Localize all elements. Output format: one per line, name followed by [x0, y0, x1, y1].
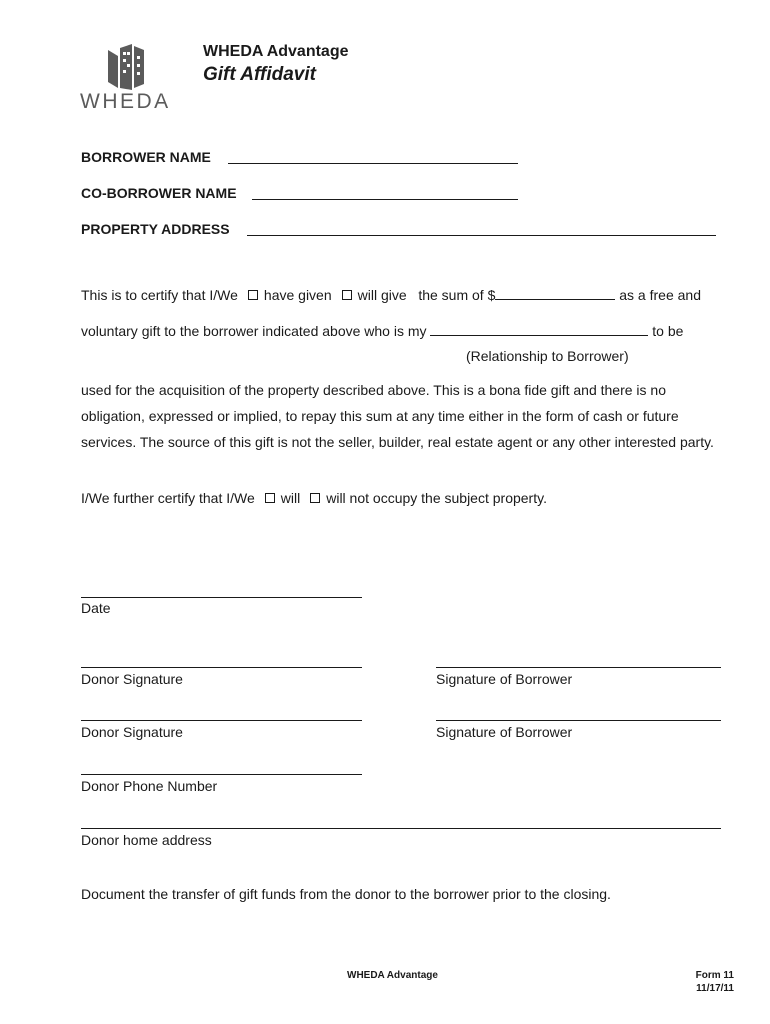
donor-signature-line-2[interactable] — [81, 720, 362, 721]
date-line[interactable] — [81, 597, 362, 598]
footer-form-date: 11/17/11 — [696, 983, 734, 994]
borrower-signature-label-1: Signature of Borrower — [436, 671, 573, 687]
footer-program: WHEDA Advantage — [347, 970, 438, 981]
will-not-occupy-label: will not occupy the subject property. — [326, 490, 547, 506]
relationship-caption: (Relationship to Borrower) — [466, 348, 629, 364]
co-borrower-name-label: CO-BORROWER NAME — [81, 185, 237, 201]
paragraph-line: services. The source of this gift is not the seller, builder, real estate agent or any other interested party. — [81, 434, 714, 450]
building-logo-icon — [108, 44, 148, 90]
to-be-text: to be — [652, 323, 684, 339]
donor-phone-label: Donor Phone Number — [81, 778, 218, 794]
donor-phone-line[interactable] — [81, 774, 362, 775]
will-occupy-checkbox[interactable] — [265, 493, 275, 503]
voluntary-line — [81, 323, 683, 339]
have-given-checkbox[interactable] — [248, 290, 258, 300]
relationship-field[interactable] — [430, 323, 648, 336]
donor-address-line[interactable] — [81, 828, 721, 829]
have-given-label: have given — [263, 287, 332, 303]
will-occupy-label: will — [280, 490, 301, 506]
property-address-label: PROPERTY ADDRESS — [81, 221, 230, 237]
paragraph-line: obligation, expressed or implied, to repay this sum at any time either in the form of cash or future — [81, 408, 679, 424]
certify-intro: This is to certify that I/We — [81, 287, 238, 303]
borrower-signature-line-2[interactable] — [436, 720, 721, 721]
borrower-signature-label-2: Signature of Borrower — [436, 724, 573, 740]
form-title: Gift Affidavit — [203, 64, 316, 85]
borrower-name-field[interactable] — [228, 163, 518, 164]
borrower-name-label: BORROWER NAME — [81, 149, 211, 165]
will-give-label: will give — [357, 287, 407, 303]
donor-address-label: Donor home address — [81, 832, 212, 848]
will-give-checkbox[interactable] — [342, 290, 352, 300]
transfer-note: Document the transfer of gift funds from the donor to the borrower prior to the closing. — [81, 886, 611, 902]
donor-signature-label-1: Donor Signature — [81, 671, 183, 687]
donor-signature-line-1[interactable] — [81, 667, 362, 668]
will-not-occupy-checkbox[interactable] — [310, 493, 320, 503]
sum-label: the sum of $ — [418, 287, 496, 303]
borrower-signature-line-1[interactable] — [436, 667, 721, 668]
paragraph-line: used for the acquisition of the property described above. This is a bona fide gift and there is no — [81, 382, 666, 398]
co-borrower-name-field[interactable] — [252, 199, 518, 200]
voluntary-text: voluntary gift to the borrower indicated above who is my — [81, 323, 427, 339]
logo-wordmark: WHEDA — [80, 90, 171, 113]
gift-amount-field[interactable] — [495, 287, 615, 300]
certify-paragraph — [81, 377, 751, 455]
footer-form-number: Form 11 — [695, 970, 734, 981]
donor-signature-label-2: Donor Signature — [81, 724, 183, 740]
occupancy-intro: I/We further certify that I/We — [81, 490, 255, 506]
program-name: WHEDA Advantage — [203, 43, 349, 60]
certify-line — [81, 287, 701, 303]
free-and-text: as a free and — [619, 287, 701, 303]
occupancy-line — [81, 490, 547, 506]
property-address-field[interactable] — [247, 235, 716, 236]
date-label: Date — [81, 600, 111, 616]
